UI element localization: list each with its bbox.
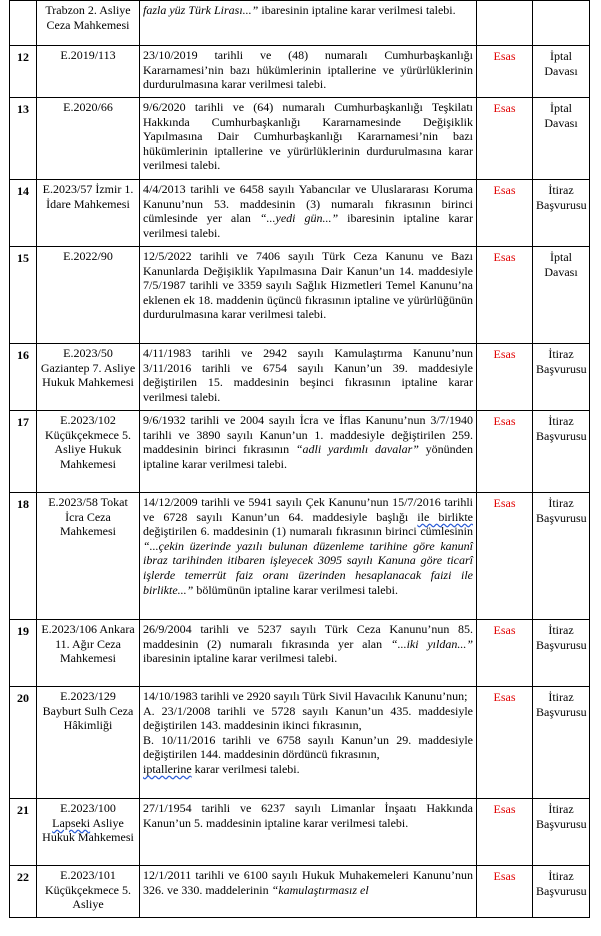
row-number: 21 bbox=[10, 799, 37, 866]
table-row bbox=[10, 180, 590, 247]
case-number: E.2019/113 bbox=[37, 46, 140, 98]
case-subject: 14/12/2009 tarihli ve 5941 sayılı Çek Kanunu’nun 15/7/2016 tarihli ve 6728 sayılı Kanun’un 64. maddesiyle başlığı ile birlikte değiştirilen 6. maddesinin (1) numaralı fıkrasının birinci cümlesinin “...çekin üzerinde yazılı bulunan düzenleme tarihine göre kanunî ibraz tarihinden itibaren işleyecek 3095 sayılı Kanuna göre ticarî işlerde temerrüt faiz oranı üzerinden hesaplanacak faizi ile birlikte...” bölümünün iptaline karar verilmesi talebi. bbox=[140, 493, 477, 620]
case-subject: 26/9/2004 tarihli ve 5237 sayılı Türk Ceza Kanunu’nun 85. maddesinin (2) numaralı fıkrasında yer alan “...iki yıldan...” ibaresinin iptaline karar verilmesi talebi. bbox=[140, 620, 477, 687]
case-number: E.2023/101 Küçükçekmece 5. Asliye bbox=[37, 866, 140, 918]
table-row bbox=[10, 411, 590, 493]
status-badge: Esas bbox=[477, 493, 533, 620]
application-type: İtiraz Başvurusu bbox=[533, 799, 590, 866]
status-badge: Esas bbox=[477, 247, 533, 344]
application-type: İtiraz Başvurusu bbox=[533, 866, 590, 918]
row-number: 15 bbox=[10, 247, 37, 344]
case-number: E.2020/66 bbox=[37, 98, 140, 180]
table-row bbox=[10, 1, 590, 46]
row-number: 22 bbox=[10, 866, 37, 918]
application-type: İtiraz Başvurusu bbox=[533, 620, 590, 687]
subject-line: B. 10/11/2016 tarihli ve 6758 sayılı Kanun’un 29. maddesiyle değiştirilen 144. maddesinin dördüncü fıkrasının, bbox=[143, 732, 473, 762]
case-number: E.2023/50 Gaziantep 7. Asliye Hukuk Mahkemesi bbox=[37, 344, 140, 411]
case-subject: 4/11/1983 tarihli ve 2942 sayılı Kamulaştırma Kanunu’nun 3/11/2016 tarihli ve 6754 sayılı Kanun’un 39. maddesiyle değiştirilen 15. maddesinin beşinci fıkrasının iptaline karar verilmesi talebi. bbox=[140, 344, 477, 411]
subject-line: iptallerine karar verilmesi talebi. bbox=[143, 761, 300, 776]
status-badge: Esas bbox=[477, 411, 533, 493]
row-number: 12 bbox=[10, 46, 37, 98]
table-row bbox=[10, 344, 590, 411]
status-badge bbox=[477, 1, 533, 46]
subject-line: A. 23/1/2008 tarihli ve 5728 sayılı Kanun’un 435. maddesiyle değiştirilen 143. maddesinin ikinci fıkrasının, bbox=[143, 703, 473, 733]
table-row bbox=[10, 493, 590, 620]
status-badge: Esas bbox=[477, 866, 533, 918]
case-subject: 12/1/2011 tarihli ve 6100 sayılı Hukuk Muhakemeleri Kanunu’nun 326. ve 330. maddelerinin “kamulaştırmasız el bbox=[140, 866, 477, 918]
table-row bbox=[10, 866, 590, 918]
table-row bbox=[10, 46, 590, 98]
case-number: E.2023/106 Ankara 11. Ağır Ceza Mahkemesi bbox=[37, 620, 140, 687]
application-type: İtiraz Başvurusu bbox=[533, 493, 590, 620]
case-subject: 23/10/2019 tarihli ve (48) numaralı Cumhurbaşkanlığı Kararnamesi’nin bazı hükümlerinin iptallerine ve yürürlüklerinin durdurulmasına karar verilmesi talebi. bbox=[140, 46, 477, 98]
row-number: 17 bbox=[10, 411, 37, 493]
status-badge: Esas bbox=[477, 687, 533, 799]
case-subject: fazla yüz Türk Lirası...” ibaresinin iptaline karar verilmesi talebi. bbox=[140, 1, 477, 46]
table-row bbox=[10, 620, 590, 687]
status-badge: Esas bbox=[477, 344, 533, 411]
application-type: İtiraz Başvurusu bbox=[533, 180, 590, 247]
case-number: E.2023/57 İzmir 1. İdare Mahkemesi bbox=[37, 180, 140, 247]
application-type: İptal Davası bbox=[533, 247, 590, 344]
status-badge: Esas bbox=[477, 799, 533, 866]
case-subject: 9/6/2020 tarihli ve (64) numaralı Cumhurbaşkanlığı Teşkilatı Hakkında Cumhurbaşkanlığı Kararnamesinde Değişiklik Yapılmasına Dair Cumhurbaşkanlığı Kararnamesi’nin bazı hükümlerinin iptallerine ve yürürlüklerinin durdurulmasına karar verilmesi talebi. bbox=[140, 98, 477, 180]
row-number: 19 bbox=[10, 620, 37, 687]
table-row bbox=[10, 247, 590, 344]
case-table bbox=[9, 0, 590, 918]
table-row bbox=[10, 687, 590, 799]
status-badge: Esas bbox=[477, 98, 533, 180]
case-number: E.2023/58 Tokat İcra Ceza Mahkemesi bbox=[37, 493, 140, 620]
row-number: 18 bbox=[10, 493, 37, 620]
row-number: 13 bbox=[10, 98, 37, 180]
case-number: E.2023/102 Küçükçekmece 5. Asliye Hukuk Mahkemesi bbox=[37, 411, 140, 493]
case-number: Trabzon 2. Asliye Ceza Mahkemesi bbox=[37, 1, 140, 46]
case-number: E.2023/100 Lapseki Asliye Hukuk Mahkemesi bbox=[37, 799, 140, 866]
row-number bbox=[10, 1, 37, 46]
subject-line: 14/10/1983 tarihli ve 2920 sayılı Türk Sivil Havacılık Kanunu’nun; bbox=[143, 689, 468, 703]
case-subject: 4/4/2013 tarihli ve 6458 sayılı Yabancılar ve Uluslararası Koruma Kanunu’nun 53. maddesinin (3) numaralı fıkrasının birinci cümlesinde yer alan “...yedi gün...” ibaresinin iptaline karar verilmesi talebi. bbox=[140, 180, 477, 247]
table-row bbox=[10, 799, 590, 866]
application-type: İtiraz Başvurusu bbox=[533, 687, 590, 799]
application-type: İtiraz Başvurusu bbox=[533, 344, 590, 411]
row-number: 16 bbox=[10, 344, 37, 411]
case-subject: 9/6/1932 tarihli ve 2004 sayılı İcra ve İflas Kanunu’nun 3/7/1940 tarihli ve 3890 sayılı Kanun’un 1. maddesiyle değiştirilen 259. maddesinin birinci fıkrasının “adli yardımlı davalar” yönünden iptaline karar verilmesi talebi. bbox=[140, 411, 477, 493]
status-badge: Esas bbox=[477, 46, 533, 98]
application-type bbox=[533, 1, 590, 46]
case-number: E.2022/90 bbox=[37, 247, 140, 344]
row-number: 20 bbox=[10, 687, 37, 799]
case-subject: 27/1/1954 tarihli ve 6237 sayılı Limanlar İnşaatı Hakkında Kanun’un 5. maddesinin iptaline karar verilmesi talebi. bbox=[140, 799, 477, 866]
case-number: E.2023/129 Bayburt Sulh Ceza Hâkimliği bbox=[37, 687, 140, 799]
status-badge: Esas bbox=[477, 180, 533, 247]
case-subject: 12/5/2022 tarihli ve 7406 sayılı Türk Ceza Kanunu ve Bazı Kanunlarda Değişiklik Yapılmasına Dair Kanun’un 14. maddesiyle 7/5/1987 tarihli ve 3359 sayılı Sağlık Hizmetleri Temel Kanunu’na eklenen ek 18. maddenin üçüncü fıkrasının iptaline ve yürürlüğünün durdurulmasına karar verilmesi talebi. bbox=[140, 247, 477, 344]
row-number: 14 bbox=[10, 180, 37, 247]
application-type: İtiraz Başvurusu bbox=[533, 411, 590, 493]
application-type: İptal Davası bbox=[533, 46, 590, 98]
application-type: İptal Davası bbox=[533, 98, 590, 180]
status-badge: Esas bbox=[477, 620, 533, 687]
case-subject bbox=[140, 687, 477, 799]
table-row bbox=[10, 98, 590, 180]
